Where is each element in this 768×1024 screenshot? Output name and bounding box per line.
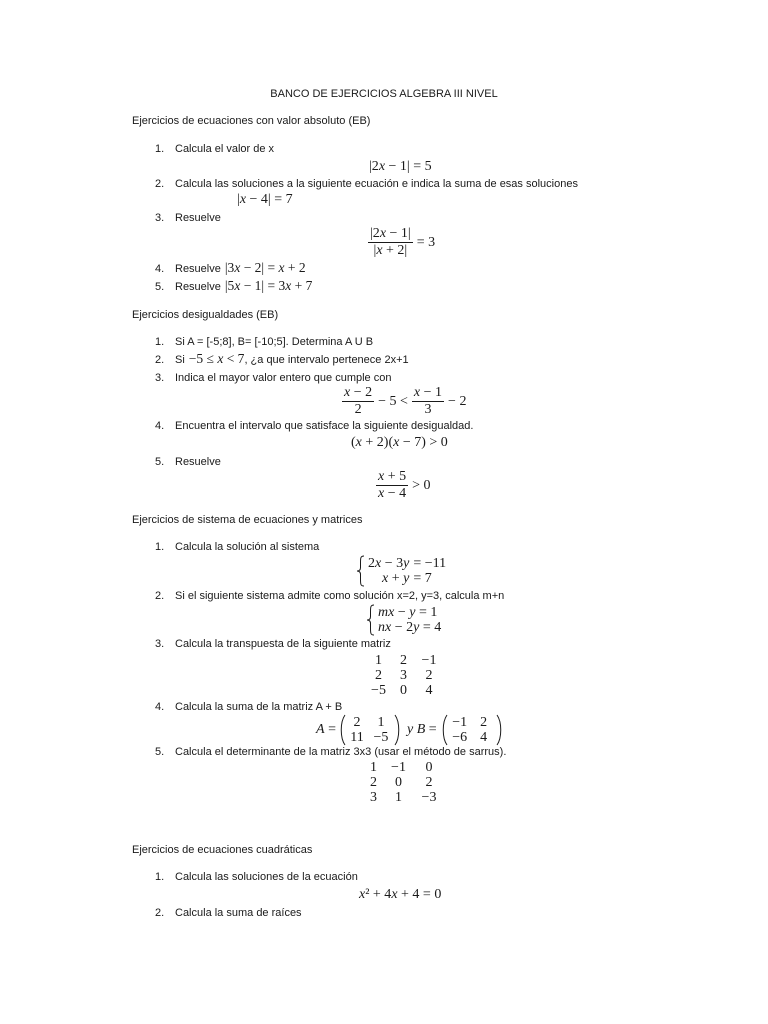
inline-math: |3x − 2| = x + 2 xyxy=(224,260,306,275)
equation: (x + 2)(x − 7) > 0 xyxy=(351,435,448,450)
item-text: Encuentra el intervalo que satisface la siguiente desigualdad. xyxy=(175,420,474,432)
fraction xyxy=(342,385,374,418)
equation: |2x − 1| = 5 xyxy=(369,159,432,174)
matrix-cell: −5 xyxy=(371,683,386,698)
item-number: 4. xyxy=(155,263,165,275)
equation-tail: − 2 xyxy=(448,393,467,409)
system-brace-icon xyxy=(366,604,375,636)
matrix-cell: 11 xyxy=(350,730,364,745)
item-text: Calcula el determinante de la matriz 3x3 (usar el método de sarrus). xyxy=(175,746,507,758)
matrix-cell: −3 xyxy=(421,790,437,805)
matrix-cell: 0 xyxy=(395,775,402,790)
matrix-determinant xyxy=(361,760,447,805)
fraction xyxy=(368,226,413,259)
matrix-cell: 2 xyxy=(480,715,488,730)
item-number: 5. xyxy=(155,281,165,293)
fraction-denominator: x − 4 xyxy=(378,486,407,501)
matrix-cell: 2 xyxy=(375,668,382,683)
item-text: Calcula el valor de x xyxy=(175,143,275,155)
equation-system xyxy=(366,604,441,636)
system-row-lhs: 2x − 3y xyxy=(368,556,410,571)
matrix-a-label: A = xyxy=(316,722,336,737)
item-number: 3. xyxy=(155,372,165,384)
item-number: 5. xyxy=(155,456,165,468)
matrix-cell: 1 xyxy=(377,715,385,730)
item-text: Resuelve xyxy=(175,212,221,224)
matrix-cell: 2 xyxy=(370,775,377,790)
matrix-cell: 2 xyxy=(425,775,433,790)
item-text: Calcula la suma de la matriz A + B xyxy=(175,701,343,713)
matrix-cell: −6 xyxy=(452,730,468,745)
matrix-cell: 2 xyxy=(425,668,433,683)
item-number: 2. xyxy=(155,354,165,366)
section-heading-systems-matrices: Ejercicios de sistema de ecuaciones y matrices xyxy=(132,514,363,526)
item-text: Calcula la transpuesta de la siguiente matriz xyxy=(175,638,391,650)
section-heading-absolute-value: Ejercicios de ecuaciones con valor absoluto (EB) xyxy=(132,115,371,127)
fraction-numerator: x − 1 xyxy=(413,385,443,400)
system-row-lhs: x + y xyxy=(382,571,410,586)
equation-middle: − 5 < xyxy=(378,393,408,409)
matrix-transpose xyxy=(366,653,442,698)
matrix-cell: 1 xyxy=(370,760,377,775)
matrix-cell: −5 xyxy=(373,730,389,745)
matrix-cell: 1 xyxy=(395,790,402,805)
right-paren-icon xyxy=(496,714,503,746)
inline-math: −5 ≤ x < 7 xyxy=(188,351,245,366)
item-number: 1. xyxy=(155,541,165,553)
matrix-cell: 3 xyxy=(400,668,407,683)
equation-rhs: = 3 xyxy=(416,234,436,250)
fraction xyxy=(376,469,408,502)
fraction-denominator: 3 xyxy=(424,402,432,417)
item-number: 1. xyxy=(155,871,165,883)
item-number: 3. xyxy=(155,638,165,650)
left-paren-icon xyxy=(339,714,346,746)
item-number: 4. xyxy=(155,701,165,713)
right-paren-icon xyxy=(394,714,401,746)
equation-system xyxy=(356,555,446,587)
matrix-b-label: y B = xyxy=(406,722,437,737)
item-number: 1. xyxy=(155,336,165,348)
left-paren-icon xyxy=(441,714,448,746)
matrix-cell: −1 xyxy=(391,760,406,775)
item-text: Calcula la suma de raíces xyxy=(175,907,302,919)
fraction-denominator: |x + 2| xyxy=(373,243,408,258)
fraction-denominator: 2 xyxy=(354,402,362,417)
fraction-numerator: |2x − 1| xyxy=(370,226,411,241)
system-row-rhs: = −11 xyxy=(413,556,447,571)
system-row-rhs: = 7 xyxy=(413,571,432,586)
system-rows xyxy=(378,605,441,635)
matrix-cell: 4 xyxy=(480,730,488,745)
document-title: BANCO DE EJERCICIOS ALGEBRA III NIVEL xyxy=(270,88,498,100)
item-number: 4. xyxy=(155,420,165,432)
item-text: Indica el mayor valor entero que cumple con xyxy=(175,372,392,384)
matrix-cell: 2 xyxy=(400,653,407,668)
matrix-sum-equation xyxy=(316,714,503,746)
item-text: Si A = [-5;8], B= [-10;5]. Determina A U B xyxy=(175,336,374,348)
fraction xyxy=(412,385,444,418)
equation-rhs: > 0 xyxy=(412,477,431,493)
item-line xyxy=(175,352,409,367)
system-row: mx − y = 1 xyxy=(378,605,438,620)
item-text-tail: , ¿a que intervalo pertenece 2x+1 xyxy=(244,354,409,366)
matrix-b xyxy=(448,715,496,745)
item-text: Calcula la solución al sistema xyxy=(175,541,320,553)
equation: |x − 4| = 7 xyxy=(237,192,293,207)
section-heading-inequalities: Ejercicios desigualdades (EB) xyxy=(132,309,279,321)
item-number: 2. xyxy=(155,907,165,919)
fraction-numerator: x + 5 xyxy=(378,469,407,484)
system-row: nx − 2y = 4 xyxy=(378,620,442,635)
item-text: Calcula las soluciones a la siguiente ecuación e indica la suma de esas soluciones xyxy=(175,178,578,190)
item-text: Resuelve xyxy=(175,263,221,275)
item-number: 2. xyxy=(155,178,165,190)
system-rows xyxy=(368,556,446,586)
item-line xyxy=(175,279,312,294)
inequality-equation xyxy=(342,385,466,418)
item-line xyxy=(175,261,306,276)
matrix-cell: 2 xyxy=(353,715,361,730)
matrix-cell: −1 xyxy=(421,653,437,668)
item-number: 1. xyxy=(155,143,165,155)
fraction-numerator: x − 2 xyxy=(344,385,373,400)
section-heading-quadratic: Ejercicios de ecuaciones cuadráticas xyxy=(132,844,313,856)
system-brace-icon xyxy=(356,555,365,587)
inline-math: |5x − 1| = 3x + 7 xyxy=(224,278,313,293)
matrix-cell: 0 xyxy=(425,760,433,775)
matrix-cell: 3 xyxy=(370,790,377,805)
item-text: Si xyxy=(175,354,185,366)
matrix-a xyxy=(346,715,394,745)
matrix-cell: −1 xyxy=(452,715,468,730)
matrix-cell: 1 xyxy=(375,653,382,668)
item-number: 2. xyxy=(155,590,165,602)
item-text: Calcula las soluciones de la ecuación xyxy=(175,871,358,883)
item-number: 3. xyxy=(155,212,165,224)
equation: x² + 4x + 4 = 0 xyxy=(359,887,442,902)
item-text: Resuelve xyxy=(175,281,221,293)
matrix-cell: 0 xyxy=(400,683,407,698)
fraction-equation xyxy=(376,469,431,502)
item-text: Resuelve xyxy=(175,456,221,468)
item-text: Si el siguiente sistema admite como solución x=2, y=3, calcula m+n xyxy=(175,590,505,602)
matrix-cell: 4 xyxy=(425,683,433,698)
fraction-equation xyxy=(368,226,435,259)
item-number: 5. xyxy=(155,746,165,758)
